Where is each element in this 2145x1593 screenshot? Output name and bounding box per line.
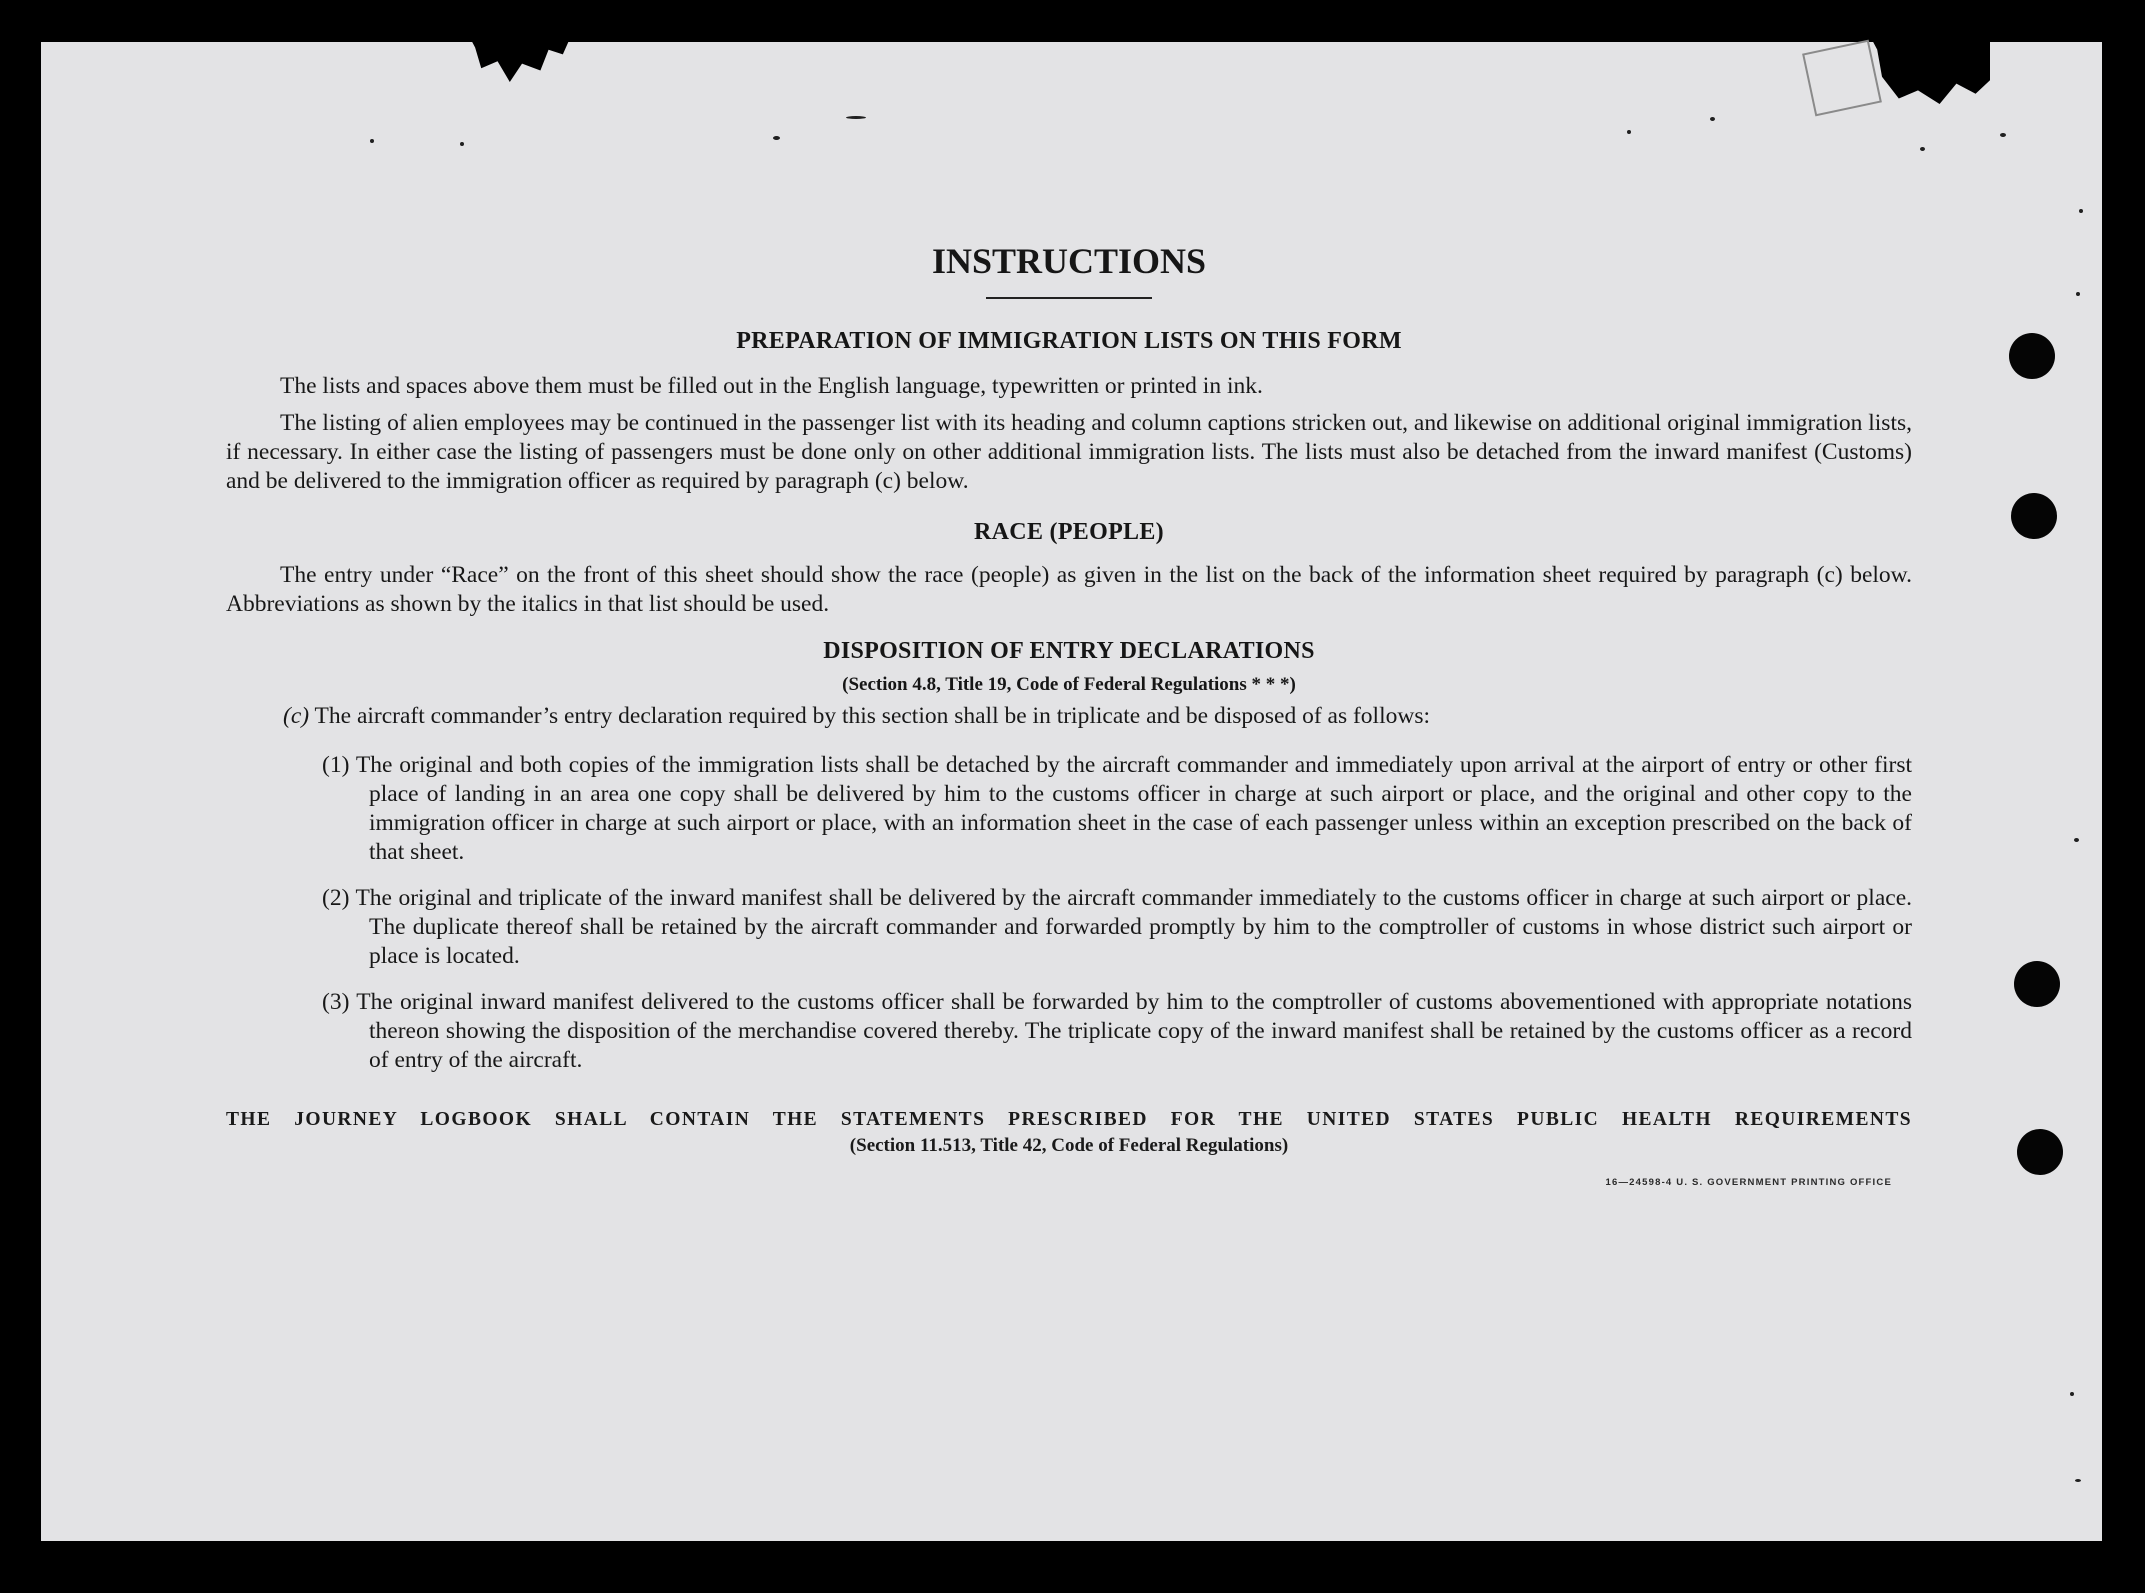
item-label: (3): [322, 989, 350, 1016]
item-text: The original inward manifest delivered to the customs officer shall be forwarded by him to the comptroller of customs abovementioned with appropriate notations thereon showing the disposition of the merchandise covered thereby. The triplicate copy of the inward manifest shall be retained by the customs officer as a record of entry of the aircraft.: [356, 989, 1913, 1074]
binder-punch-hole: [2017, 1129, 2063, 1175]
scan-speck: [2079, 209, 2083, 213]
item-label: (1): [322, 752, 350, 779]
binder-punch-hole: [2014, 961, 2060, 1007]
item-text: The original and triplicate of the inward manifest shall be delivered by the aircraft commander immediately to the customs officer in charge at such airport or place. The duplicate thereof shall be retained by the aircraft commander and forwarded promptly by him to the comptroller of customs in whose district such airport or place is located.: [355, 885, 1912, 970]
disposition-citation: (Section 4.8, Title 19, Code of Federal Regulations * * *): [842, 673, 1296, 695]
page-title: INSTRUCTIONS: [931, 241, 1207, 281]
section-heading-disposition: DISPOSITION OF ENTRY DECLARATIONS: [823, 637, 1315, 664]
clause-c-label: (c): [283, 703, 310, 730]
scan-speck: [773, 136, 780, 140]
scan-speck: [2074, 838, 2079, 842]
scan-speck: [846, 116, 866, 119]
binder-punch-hole: [2009, 333, 2055, 379]
preparation-paragraph-1: The lists and spaces above them must be filled out in the English language, typewritten or printed in ink.: [280, 372, 1263, 399]
scan-speck: [1627, 130, 1631, 134]
preparation-paragraph-2: The listing of alien employees may be continued in the passenger list with its heading and column captions stricken out, and likewise on additional original immigration lists, if necessary. In either case the listing of passengers must be done only on other additional immigration lists. The lists must also be detached from the inward manifest (Customs) and be delivered to the immigration officer as required by paragraph (c) below.: [226, 409, 1912, 494]
scan-speck: [2000, 133, 2006, 137]
scan-speck: [370, 139, 374, 143]
disposition-item-2: [226, 884, 1912, 971]
scan-speck: [460, 142, 464, 146]
scan-speck: [1710, 117, 1715, 121]
clause-c-text: The aircraft commander’s entry declaration required by this section shall be in triplicate and be disposed of as follows:: [314, 703, 1431, 730]
document-content: [226, 240, 1912, 1197]
scan-speck: [2070, 1392, 2074, 1396]
race-paragraph: The entry under “Race” on the front of this sheet should show the race (people) as given in the list on the back of the information sheet required by paragraph (c) below. Abbreviations as shown by the italics in that list should be used.: [226, 561, 1912, 617]
item-label: (2): [322, 885, 350, 912]
section-heading-preparation: PREPARATION OF IMMIGRATION LISTS ON THIS FORM: [736, 328, 1402, 355]
scan-speck: [2076, 292, 2080, 296]
scan-speck: [2075, 1479, 2081, 1482]
clause-c: [226, 702, 1912, 731]
disposition-item-3: [226, 988, 1912, 1075]
public-health-statement: THE JOURNEY LOGBOOK SHALL CONTAIN THE STATEMENTS PRESCRIBED FOR THE UNITED STATES PUBLIC HEALTH REQUIREMENTS: [226, 1109, 1912, 1131]
item-text: The original and both copies of the immigration lists shall be detached by the aircraft commander and immediately upon arrival at the airport of entry or other first place of landing in an area one copy shall be delivered by him to the customs officer in charge at such airport or place, and the original and other copy to the immigration officer in charge at such airport or place, with an information sheet in the case of each passenger unless within an exception prescribed on the back of that sheet.: [355, 752, 1913, 866]
binder-punch-hole: [2011, 493, 2057, 539]
disposition-item-1: [226, 751, 1912, 867]
public-health-citation: (Section 11.513, Title 42, Code of Federal Regulations): [849, 1135, 1289, 1157]
printer-mark: 16—24598-4 U. S. GOVERNMENT PRINTING OFFICE: [1605, 1177, 1892, 1189]
scan-speck: [1920, 147, 1925, 151]
section-heading-race: RACE (PEOPLE): [974, 518, 1164, 545]
